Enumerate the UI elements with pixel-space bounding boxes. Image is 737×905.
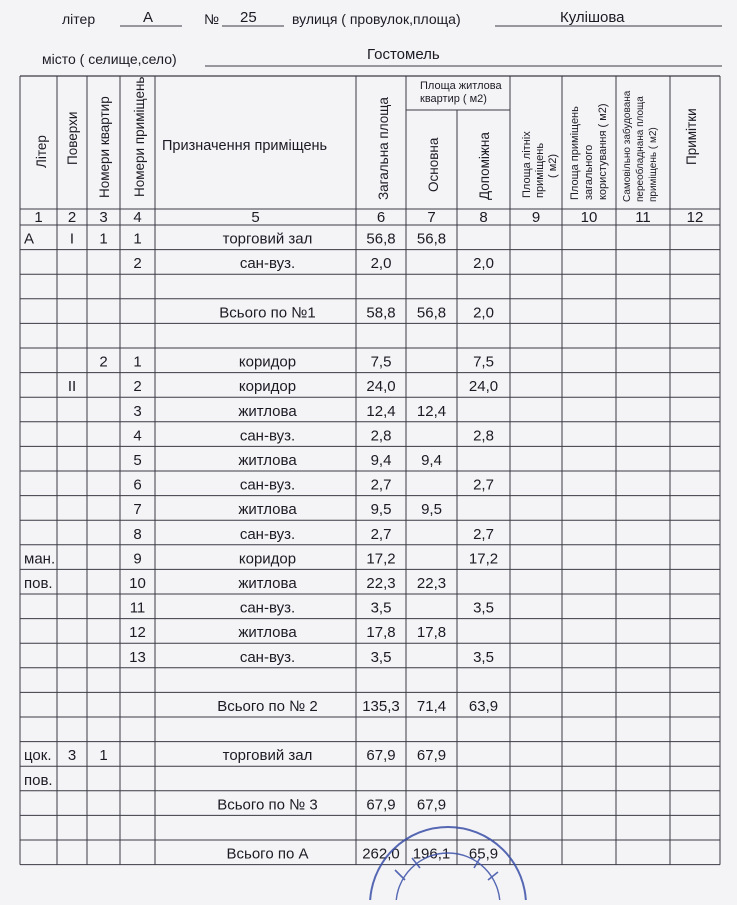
cell-aux: 2,8 [473,427,494,445]
cell-total: 24,0 [366,378,396,396]
cell-aux: 24,0 [468,378,499,396]
cell-name: сан-вуз. [239,599,296,617]
cell-room: 5 [133,452,142,469]
cell-room: 4 [133,427,142,445]
column-number-3: 3 [99,209,108,226]
header-purpose: Призначення приміщень [162,138,328,154]
cell-total: 262,0 [362,845,400,863]
cell-name: житлова [238,452,297,469]
table-row [99,354,494,371]
cell-room: 1 [133,353,142,371]
cell-main: 17,8 [416,624,447,642]
table-row [219,304,494,321]
svg-text:Самовільно забудована: Самовільно забудована [622,90,633,202]
cell-room: 8 [133,525,142,543]
column-number-11: 11 [635,209,651,226]
cell-total: 22,3 [366,575,396,592]
header-living-line1: Площа житлова [420,80,502,92]
cell-aux: 3,5 [473,599,494,617]
column-number-4: 4 [133,209,142,226]
cell-aux: 63,9 [468,698,499,715]
cell-main: 56,8 [416,230,447,248]
cell-liter: цок. [24,747,52,765]
cell-room: 10 [129,575,146,592]
svg-text:приміщень ( м2): приміщень ( м2) [648,127,659,202]
table-row [129,649,494,666]
city-label: місто ( селище,село) [42,51,177,67]
table-row [133,452,442,469]
cell-aux: 2,0 [473,255,494,273]
table-row [133,501,442,518]
cell-total: 67,9 [366,747,396,765]
column-number-2: 2 [67,209,77,226]
cell-main: 22,3 [416,575,447,592]
cell-name: Всього по № 2 [217,698,318,715]
cell-name: житлова [238,501,297,519]
cell-name: сан-вуз. [239,648,296,666]
header-summer [521,131,559,198]
cell-main: 12,4 [416,402,447,420]
cell-aux: 2,7 [473,525,494,543]
svg-text:загального: загального [583,144,595,200]
street-value: Кулішова [560,9,625,26]
table-row [24,772,53,789]
cell-total: 3,5 [370,599,392,617]
cell-room: 2 [133,255,142,273]
column-number-8: 8 [479,209,488,226]
cell-room: 3 [133,402,142,420]
header-room-numbers: Номери приміщень [132,76,147,197]
cell-apt: 2 [99,353,108,371]
table-row [133,255,494,272]
table-row [130,600,494,617]
cell-main: 71,4 [416,698,447,715]
column-number-5: 5 [251,209,260,226]
cell-floor: ІІ [67,378,77,396]
svg-text:Площа літніх: Площа літніх [521,131,533,198]
cell-total: 67,9 [366,796,396,814]
table-row [129,624,446,641]
header-address [42,9,722,67]
cell-name: сан-вуз. [239,427,296,445]
number-label: № [204,11,220,27]
cell-total: 135,3 [362,698,400,715]
header-common [569,103,609,200]
cell-total: 56,8 [366,230,396,248]
header-floors: Поверхи [65,111,80,165]
header-main: Основна [426,137,441,192]
header-illegal [621,90,659,202]
cell-liter: пов. [24,771,53,789]
cell-name: житлова [238,624,297,642]
cell-liter: пов. [24,575,53,592]
cell-total: 12,4 [366,402,396,420]
cell-floor: І [69,230,75,248]
cell-liter: А [24,230,35,248]
cell-name: житлова [238,575,297,592]
cell-main: 67,9 [416,747,447,765]
cell-name: торговий зал [222,230,313,248]
column-number-1: 1 [34,209,43,226]
cell-total: 2,8 [370,427,392,445]
header-aux: Допоміжна [477,132,492,200]
cell-name: коридор [238,353,297,371]
cell-main: 9,5 [421,501,442,519]
cell-name: сан-вуз. [239,525,296,543]
svg-text:користування ( м2): користування ( м2) [597,103,609,200]
header-apt-numbers: Номери квартир [97,96,112,198]
cell-total: 2,0 [370,255,392,273]
svg-text:приміщень: приміщень [534,142,546,198]
liter-label: літер [62,11,96,27]
header-notes: Примітки [684,108,699,165]
cell-name: Всього по № 3 [217,796,318,814]
cell-room: 2 [133,378,142,396]
cell-name: торговий зал [222,747,313,765]
cell-main: 9,4 [421,452,442,469]
cell-name: коридор [238,550,297,568]
table-header [34,77,699,202]
table-row [217,796,446,813]
svg-text:( м2): ( м2) [547,153,559,178]
cell-total: 2,7 [370,476,392,494]
cell-apt: 1 [99,230,108,248]
cell-apt: 1 [99,747,108,765]
svg-text:Площа приміщень: Площа приміщень [569,106,581,200]
cell-name: сан-вуз. [239,476,296,494]
cell-room: 1 [133,230,142,248]
cell-total: 17,8 [366,624,396,642]
svg-text:переобладнана площа: переобладнана площа [635,96,646,202]
cell-name: сан-вуз. [239,255,296,273]
cell-total: 9,4 [370,452,392,469]
cell-total: 7,5 [370,353,392,371]
cell-aux: 2,7 [473,476,494,494]
liter-value: А [143,9,154,26]
street-label: вулиця ( провулок,площа) [292,11,461,27]
cell-name: житлова [238,402,297,420]
table-row [133,403,446,420]
cell-room: 6 [133,476,142,494]
cell-total: 17,2 [366,550,396,568]
cell-total: 2,7 [370,525,392,543]
cell-room: 13 [129,648,146,666]
cell-room: 7 [133,501,142,519]
column-number-9: 9 [531,209,541,226]
cell-name: Всього по А [226,845,309,863]
cell-main: 67,9 [416,796,447,814]
cell-total: 3,5 [370,648,392,666]
header-liter: Літер [34,135,49,168]
cell-aux: 17,2 [468,550,499,568]
cell-aux: 2,0 [473,304,494,322]
table-row [24,550,498,567]
table-row [133,477,494,494]
cell-room: 12 [129,624,146,642]
cell-room: 11 [129,599,146,617]
cell-main: 56,8 [416,304,447,322]
cell-total: 58,8 [366,304,396,322]
table-row [68,378,498,395]
cell-aux: 65,9 [468,845,499,863]
number-value: 25 [240,9,257,26]
cell-room: 9 [133,550,142,568]
table-row [217,698,498,715]
header-living-line2: квартир ( м2) [420,93,487,105]
table-body [24,231,498,863]
cell-name: Всього по №1 [219,304,316,322]
cell-total: 9,5 [370,501,392,519]
header-total-area: Загальна площа [376,97,391,200]
column-number-6: 6 [376,209,386,226]
cell-floor: 3 [67,747,77,765]
column-number-12: 12 [686,209,704,226]
official-stamp [370,827,526,900]
cell-name: коридор [238,378,297,396]
city-value: Гостомель [367,46,440,63]
column-numbers-row [34,209,703,226]
cell-main: 196,1 [412,845,451,863]
column-number-7: 7 [427,209,436,226]
cell-liter: ман. [24,550,56,568]
table-row [133,526,494,543]
table-row [133,427,494,444]
cell-aux: 3,5 [473,648,494,666]
cell-aux: 7,5 [473,353,494,371]
column-number-10: 10 [580,209,598,226]
